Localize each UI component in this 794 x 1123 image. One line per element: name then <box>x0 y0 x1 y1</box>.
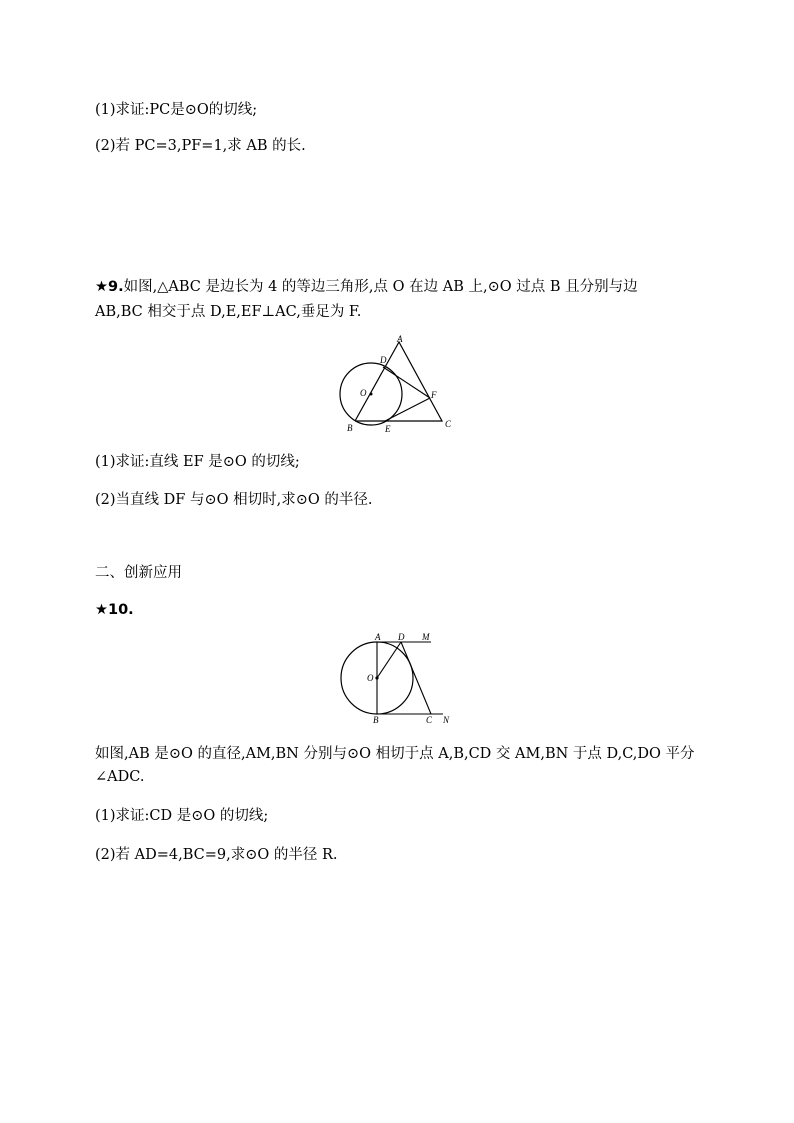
q9-label-o: O <box>360 388 367 398</box>
q10-part1: (1)求证:CD 是⊙O 的切线; <box>95 808 269 824</box>
q8-part2: (2)若 PC=3,PF=1,求 AB 的长. <box>95 138 306 154</box>
q8-part1: (1)求证:PC是⊙O的切线; <box>95 102 258 118</box>
q10-label-d: D <box>398 632 405 642</box>
q9-segment-df <box>383 367 430 398</box>
q9-stem-line2: AB,BC 相交于点 D,E,EF⊥AC,垂足为 F. <box>95 304 362 320</box>
q9-label-e: E <box>385 424 391 434</box>
q9-number: ★9. <box>95 279 124 295</box>
q10-label-c: C <box>426 715 433 725</box>
q10-label-b: B <box>373 715 379 725</box>
q10-star-label: ★10. <box>95 602 134 618</box>
q9-segment-ef <box>385 398 430 421</box>
q10-label-m: M <box>422 632 430 642</box>
q10-stem-line1: 如图,AB 是⊙O 的直径,AM,BN 分别与⊙O 相切于点 A,B,CD 交 AM,BN 于点 D,C,DO 平分 <box>95 746 695 762</box>
q9-center-o <box>370 393 373 396</box>
q9-label-a: A <box>397 334 403 344</box>
q10-segment-cd <box>401 642 431 714</box>
q10-center-o <box>375 676 378 679</box>
q10-part2: (2)若 AD=4,BC=9,求⊙O 的半径 R. <box>95 847 338 863</box>
q9-label-d: D <box>380 355 387 365</box>
q10-label-a: A <box>375 632 381 642</box>
q10-number <box>95 600 134 620</box>
section-title: 二、创新应用 <box>95 565 182 581</box>
q9-label-f: F <box>431 390 437 400</box>
q10-label-n: N <box>443 715 450 725</box>
q9-part1: (1)求证:直线 EF 是⊙O 的切线; <box>95 454 300 470</box>
q10-label-o: O <box>367 673 374 683</box>
q9-figure <box>335 332 460 436</box>
q9-label-c: C <box>445 419 452 429</box>
q9-stem-text: 如图,△ABC 是边长为 4 的等边三角形,点 O 在边 AB 上,⊙O 过点 B 且分别与边 <box>123 279 638 295</box>
q9-stem-line1 <box>95 277 638 297</box>
q9-part2: (2)当直线 DF 与⊙O 相切时,求⊙O 的半径. <box>95 492 373 508</box>
q10-segment-do <box>377 642 401 678</box>
q10-stem-line2: ∠ADC. <box>95 769 145 785</box>
q10-figure <box>335 630 460 730</box>
q9-label-b: B <box>347 423 353 433</box>
